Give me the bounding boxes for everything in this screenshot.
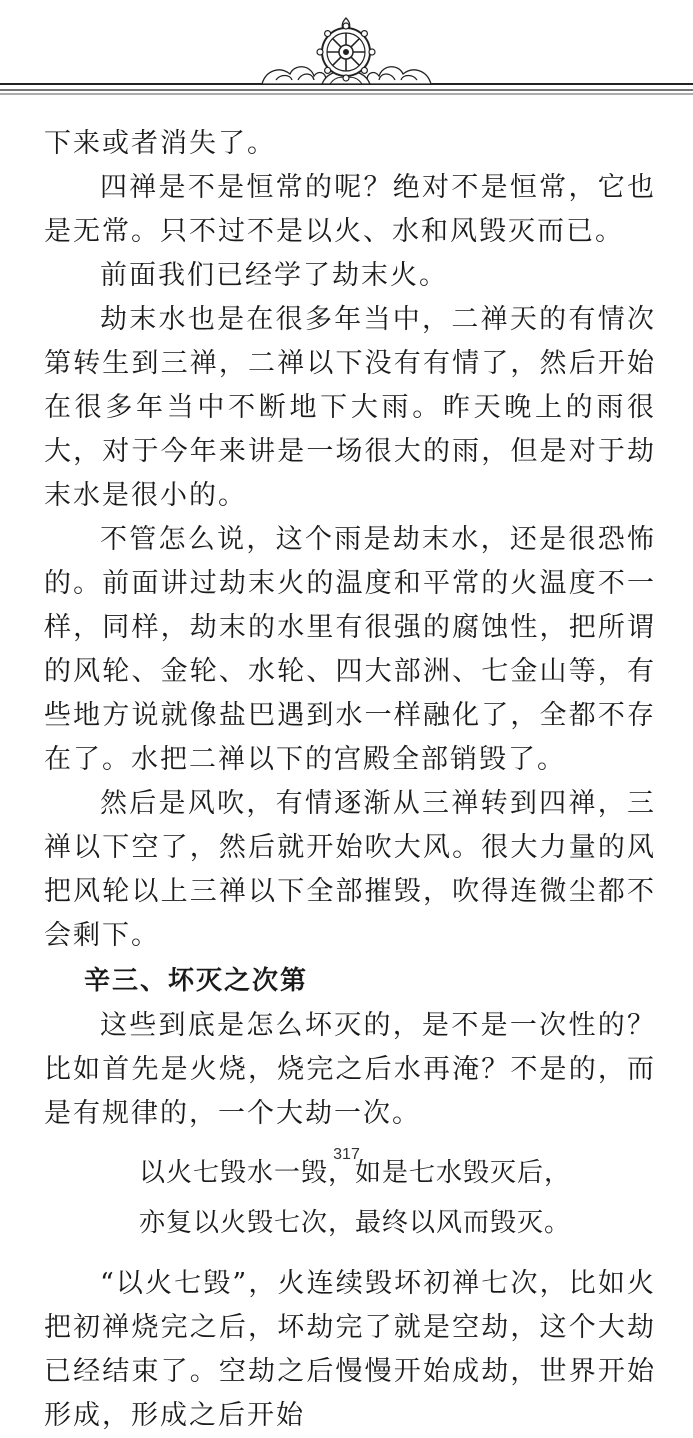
paragraph-2: 四禅是不是恒常的呢？绝对不是恒常，它也是无常。只不过不是以火、水和风毁灭而已。 bbox=[44, 172, 656, 247]
right-cloud-icon bbox=[367, 67, 431, 84]
header-ornament bbox=[0, 0, 693, 110]
paragraph-3: 前面我们已经学了劫末火。 bbox=[100, 260, 448, 291]
dharma-wheel-icon bbox=[317, 18, 375, 84]
verse-line-2: 亦复以火毁七次，最终以风而毁灭。 bbox=[139, 1208, 572, 1238]
verse-line-1: 以火七毁水一毁，如是七水毁灭后， bbox=[139, 1158, 572, 1188]
header-rule bbox=[0, 84, 693, 94]
paragraph-1: 下来或者消失了。 bbox=[44, 128, 276, 159]
page-number: 317 bbox=[333, 1146, 360, 1163]
left-cloud-icon bbox=[262, 67, 326, 84]
paragraph-4: 劫末水也是在很多年当中，二禅天的有情次第转生到三禅，二禅以下没有有情了，然后开始在很多年当中不断地下大雨。昨天晚上的雨很大，对于今年来讲是一场很大的雨，但是对于劫末水是很小的。 bbox=[44, 304, 656, 511]
page-body bbox=[44, 122, 656, 1438]
paragraph-8: “以火七毁”，火连续毁坏初禅七次，比如火把初禅烧完之后，坏劫完了就是空劫，这个大劫已经结束了。空劫之后慢慢开始成劫，世界开始形成，形成之后开始 bbox=[44, 1268, 656, 1431]
section-heading: 辛三、坏灭之次第 bbox=[84, 966, 309, 996]
paragraph-7: 这些到底是怎么坏灭的，是不是一次性的？比如首先是火烧，烧完之后水再淹？不是的，而是有规律的，一个大劫一次。 bbox=[44, 1010, 656, 1129]
paragraph-5: 不管怎么说，这个雨是劫末水，还是很恐怖的。前面讲过劫末火的温度和平常的火温度不一样，同样，劫末的水里有很强的腐蚀性，把所谓的风轮、金轮、水轮、四大部洲、七金山等，有些地方说就像盐巴遇到水一样融化了，全都不存在了。水把二禅以下的宫殿全部销毁了。 bbox=[44, 524, 656, 775]
paragraph-6: 然后是风吹，有情逐渐从三禅转到四禅，三禅以下空了，然后就开始吹大风。很大力量的风把风轮以上三禅以下全部摧毁，吹得连微尘都不会剩下。 bbox=[44, 788, 656, 951]
